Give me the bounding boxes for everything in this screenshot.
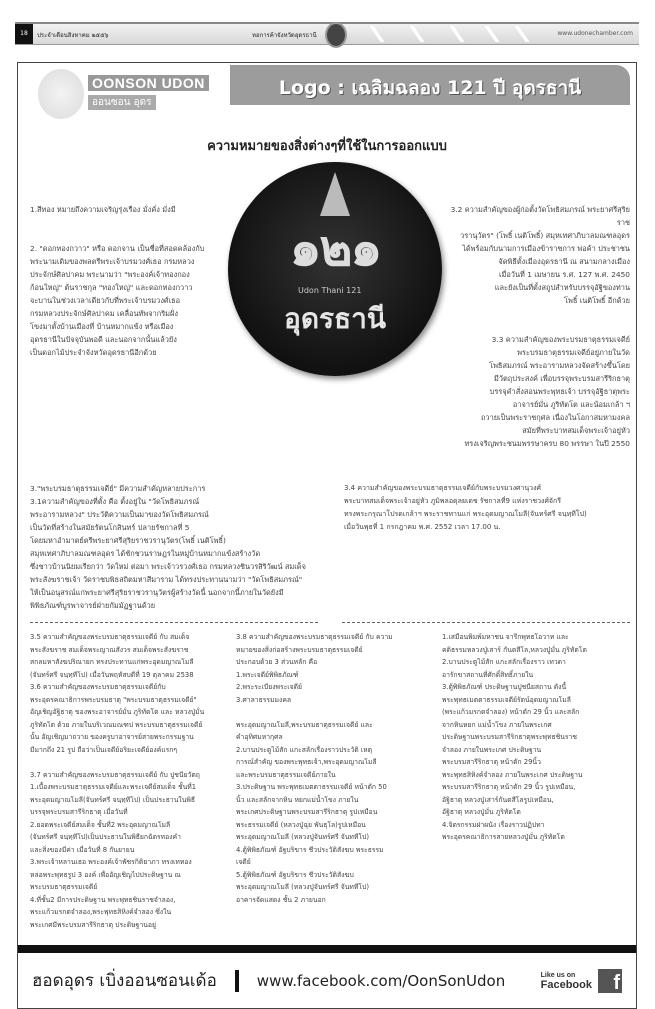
organization-name: หอการค้าจังหวัดอุดรธานี bbox=[252, 32, 317, 39]
right-column bbox=[450, 162, 630, 476]
intro-section bbox=[18, 162, 636, 476]
footer bbox=[18, 953, 636, 994]
details-section bbox=[18, 631, 636, 931]
paragraph-3-3: 3.3 ความสำคัญของพระบรมธาตุธรรมเจดีย์ พระบรมธาตุธรรมเจดีย์อยู่ภายในวัด โพธิสมภรณ์ พระอารามหลวงจัดสร้างขึ้นโดย มีวัตถุประสงค์ เพื่อบรรจุพระบรมสารีริกธาตุ บรรจุคำสั่งสอนพระพุทธเจ้า บรรจุอัฐิธาตุพระ อาจารย์มั่น ภูริทัตโต และน้อมเกล้า ฯ ถวายเป็นพระราชกุศล เนื่องในโอกาสมหามงคล สมัยที่พระบาทสมเด็จพระเจ้าอยู่หัว ทรงเจริญพระชนมพรรษาครบ 80 พรรษา ในปี 2550 bbox=[464, 335, 630, 448]
section-heading: ความหมายของสิ่งต่างๆที่ใช้ในการออกแบบ bbox=[207, 139, 447, 154]
decorative-stripe bbox=[484, 26, 513, 42]
udon-121-logo bbox=[228, 162, 442, 376]
paragraph: 2. "ดอกทองกวาว" หรือ ดอกจาน เป็นชื่อที่สอดคล้องกับ พระนามเดิมของพลตรีพระเจ้าบรมวงศ์เธอ กรมหลวง ประจักษ์ศิลปาคม พระนามว่า "พระองค์เจ้าทองกอง ก้อนใหญ่" ต้นราชกุล "ทองใหญ่" และดอกทองกวาว จะบานในช่วงเวลาเดียวกับที่พระเจ้าบรมวงศ์เธอ กรมหลวงประจักษ์ศิลปาคม เคลื่อนทัพจากริมฝั่ง โขงมาตั้งบ้านเมืองที่ บ้านหมากแข้ง หรือเมือง อุดรธานีในปัจจุบันพอดี และนอกจากนั้นแล้วยัง เป็นดอกไม้ประจำจังหวัดอุดรธานีอีกด้วย bbox=[30, 244, 205, 357]
facebook-icon[interactable]: f bbox=[598, 969, 622, 993]
title-banner bbox=[230, 65, 630, 105]
paragraph: 1.สีทอง หมายถึงความเจริญรุ่งเรือง มั่งคั่ง มั่งมี bbox=[30, 205, 176, 214]
column-2: 3.8 ความสำคัญของพระบรมธาตุธรรมเจดีย์ กับ ความ หมายของสิ่งก่อสร้างพระบรมธาตุธรรมเจดีย์ ประกอบด้วย 3 ส่วนหลัก คือ 1.พระเจดีย์พิพิธภัณฑ์ 2.พระระเบียงพระเจดีย์ 3.ศาลาธรรมมงคล พระอุดมญาณโมลี,พระบรมธาตุธรรมเจดีย์ และ คำอุทิศมหากุศล 2.บานประตูไม้สัก แกะสลักเรื่องราวประวัติ เหตุ การณ์สำคัญ ของพระพุทธเจ้า,พระอุดมญาณโมลี และพระบรมธาตุธรรมเจดีย์ภายใน 3.ประดิษฐาน พระพุทธเมตตาธรรมเจดีย์ หน้าตัก 50 นิ้ว และสลักจากหิน หยกแม่น้ำโขง ภายใน พระเกศประดิษฐานพระบรมสารีริกธาตุ รูปเหมือน พระธรรมเจดีย์ (หลวงปู่ฉุย พันธุโล)รูปเหมือน พระอุดมญาณโมลี (หลวงปู่จันทร์ศรี จันททีโป) 4.ตู้พิพิธภัณฑ์ อัฐบริขาร ชีวประวัติสังฆบ พระธรรม เจดีย์ 5.ตู้พิพิธภัณฑ์ อัฐบริขาร ชีวประวัติสังฆบ พระอุดมญาณโมลี (หลวงปู่จันทร์ศรี จันททีโป) อาคารจัดแสดง ชั้น 2 ภายนอก bbox=[236, 633, 393, 904]
item3-paragraph: 3."พระบรมธาตุธรรมเจดีย์" มีความสำคัญหลายประการ 3.1ความสำคัญของที่ตั้ง คือ ตั้งอยู่ใน "วัดโพธิสมภรณ์ พระอารามหลวง" ประวัติความเป็นมาของวัดโพธิสมภรณ์ เป็นวัดที่สร้างในสมัยรัตนโกสินทร์ ปลายรัชกาลที่ 5 โดยมหาอำมาตย์ตรีพระยาศรีสุริยราชวรานุวัตร(โพธิ์ เนติโพธิ์) สมุหเทศาภิบาลมณฑลอุดร ได้ชักชวนราษฎรในหมู่บ้านหมากแข้งสร้างวัด ซึ่งชาวบ้านนิยมเรียกว่า วัดใหม่ ต่อมา พระเจ้าวรวงศ์เธอ กรมหลวงชินวรสิริวัฒน์ สมเด็จ พระสังฆราชเจ้า วัดราชบพิธสถิตมหาสีมาราม ได้ทรงประทานนามว่า "วัดโพธิสมภรณ์" ให้เป็นอนุสรณ์แก่พระยาศรีสุริยราชวรานุวัตรผู้สร้างวัดนี้ นอกจากนี้ภายในวัดยังมี พิพิธภัณฑ์บูรพาจารย์ฝ่ายกัมมัฏฐานด้วย bbox=[30, 484, 306, 610]
logo-number: ๑๒๑ bbox=[289, 218, 381, 277]
oonson-udon-logo bbox=[28, 67, 228, 113]
left-column bbox=[30, 162, 220, 385]
decorative-stripe bbox=[449, 26, 478, 42]
chamber-emblem-icon bbox=[325, 22, 347, 48]
chedi-spire-graphic bbox=[320, 172, 350, 216]
divider bbox=[30, 622, 318, 623]
logo-subtitle: Udon Thani 121 bbox=[298, 286, 362, 295]
decorative-stripe bbox=[514, 26, 543, 42]
facebook-text: Facebook bbox=[540, 978, 592, 991]
brand-name-th: ออนซอน อุดร bbox=[88, 95, 156, 110]
column-3: 1.เสมือนพิมพ์มหาชน จารึกพุทธโอวาท และ คติธรรมหลวงปู่เสาร์ กันตสีโล,หลวงปู่มั่น ภูริทัตโต 2.บานประตูไม้สัก แกะสลักเรื่องราว เทวดา อารักขาสถานที่ศักดิ์สิทธิ์ภายใน 3.ตู้พิพิธภัณฑ์ ประดิษฐานปูชนียสถาน ดังนี้ พระพุทธเมตตาธรรมเจดีย์รัตน์อุดมญาณโมลี (พระแก้วมรกตจำลอง) หน้าตัก 29 นิ้ว และสลัก จากหินหยก แม่น้ำโขง ภายในพระเกศ ประดิษฐานพระบรมสารีริกธาตุพระพุทธชินราช จำลอง ภายในพระเกศ ประดิษฐาน พระบรมสารีริกธาตุ หน้าตัก 29นิ้ว พระพุทธสิหิงค์จำลอง ภายในพระเกศ ประดิษฐาน พระบรมสารีริกธาตุ หน้าตัก 29 นิ้ว รูปเหมือน, อัฐิธาตุ หลวงปู่เสาร์กันตสีโลรูปเหมือน, อัฐิธาตุ หลวงปู่มั่น ภูริทัตโต 4.จิตรกรรมฝาผนัง เรื่องราวปฏิปทา พระอุดรคณาธิการสายหลวงปู่มั่น ภูริทัตโต bbox=[442, 633, 587, 841]
article-title: Logo : เฉลิมฉลอง 121 ปี อุดรธานี bbox=[278, 77, 582, 99]
footer-slogan: ฮอดอุดร เบิ่งออนซอนเด้อ bbox=[32, 971, 217, 991]
footer-separator bbox=[235, 970, 239, 992]
article-frame bbox=[17, 62, 637, 1009]
column-1: 3.5 ความสำคัญของพระบรมธาตุธรรมเจดีย์ กับ สมเด็จ พระสังฆราช สมเด็จพระญาณสังวร สมเด็จพระสังฆราช สกลมหาสังฆปริณายก ทรงประทานแก่พระอุดมญาณโมลี (จันทร์ศรี จนฺทฺทีโป) เมื่อวันพฤหัสบดีที่ 19 ตุลาคม 2538 3.6 ความสำคัญของพระบรมธาตุธรรมเจดีย์กับ พระอุดรคณาธิการพระบรมธาตุ "พระบรมธาตุธรรมเจดีย์" อัญเชิญอัฐิธาตุ ของพระอาจารย์มั่น ภูริทัตโต และ หลวงปู่มั่น ภูริทัตโต ด้วย ภายในบริเวณมณฑป พระบรมธาตุธรรมเจดีย์ นั้น อัญเชิญมาถวาย ของครูบาอาจารย์สายพระกรรมฐาน มีมากถึง 21 รูป ถือว่าเป็นเจดีย์อริยะเจดีย์องค์แรกๆ 3.7 ความสำคัญของพระบรมธาตุธรรมเจดีย์ กับ ปูชนียวัตถุ 1.เบื้องพระบรมธาตุธรรมเจดีย์และพระเจดีย์สมเด็จ ชั้นที่1 พระอุดมญาณโมลี(จันทร์ศรี จนฺทฺทีโป) เป็นประธานในพิธี บรรจุพระบรมสารีริกธาตุ เมื่อวันที่ 2.ยอดพระเจดีย์สมเด็จ ชั้นที่2 พระอุดมญาณโมลี (จันทร์ศรี จนฺทฺทีโป)เป็นประธานในพิธียกฉัตรทองคำ และสิ่งของมีค่า เมื่อวันที่ 8 กันยายน 3.พระเจ้าหลานเธอ พระองค์เจ้าพัชรกิติยาภา ทรงเททอง หล่อพระพุทธรูป 3 องค์ เพื่ออัญเชิญไปประดิษฐาน ณ พระบรมธาตุธรรมเจดีย์ 4.ที่ชั้น2 มีการประดิษฐาน พระพุทธชินราชจำลอง, พระแก้วมรกตจำลอง,พระพุทธสิหิงค์จำลอง ซึ่งใน พระเกศมีพระบรมสารีริกธาตุ ประดิษฐานอยู่ bbox=[30, 633, 205, 929]
history-section bbox=[18, 476, 636, 612]
paragraph-3-2: 3.2 ความสำคัญของผู้ก่อตั้งวัดโพธิสมภรณ์ พระยาศรีสุริยราช วรานุวัตร" (โพธิ์ เนติโพธิ์) สมุหเทศาภิบาลมณฑลอุดร ได้พร้อมกับนามการเมืองข้าราชการ พ่อค้า ประชาชน จัดพิธีตั้งเมืองอุดรธานี ณ สนามกลางเมือง เมื่อวันที่ 1 เมษายน ร.ศ. 127 พ.ศ. 2450 และยังเป็นที่ตั้งสถูปสำหรับบรรจุอัฐิของท่าน โพธิ์ เนติโพธิ์ อีกด้วย bbox=[450, 205, 630, 305]
like-us-facebook[interactable] bbox=[541, 971, 592, 991]
decorative-stripe bbox=[369, 26, 398, 42]
logo-thai-name: อุดรธานี bbox=[284, 302, 386, 335]
rose-graphic bbox=[38, 69, 84, 119]
facebook-url[interactable]: www.facebook.com/OonSonUdon bbox=[256, 971, 506, 990]
decorative-stripe bbox=[409, 26, 438, 42]
like-us-text: Like us on bbox=[540, 971, 576, 979]
divider-row bbox=[18, 612, 636, 631]
brand-name-en: OONSON UDON bbox=[88, 75, 209, 91]
divider bbox=[342, 622, 630, 623]
website-link[interactable]: www.udonechamber.com bbox=[557, 30, 633, 37]
issue-date: ประจำเดือนสิงหาคม ๒๕๕๖ bbox=[37, 32, 109, 39]
paragraph-3-4: 3.4 ความสำคัญของพระบรมธาตุธรรมเจดีย์กับพระบรมวงศานุวงศ์ พระบาทสมเด็จพระเจ้าอยู่หัว ภูมิพลอดุลยเดช รัชกาลที่9 แห่งราชวงศ์จักรี ทรงพระกรุณาโปรดเกล้าฯ พระราชทานแก่ พระอุดมญาณโมลี(จันทร์ศรี จนฺทฺทีโป) เมื่อวันพุธที่ 1 กรกฎาคม พ.ศ. 2552 เวลา 17.00 น. bbox=[344, 484, 587, 531]
article-banner bbox=[18, 63, 636, 109]
page-number: 18 bbox=[15, 24, 33, 44]
footer-bar bbox=[18, 945, 636, 953]
page-header-bar bbox=[15, 22, 639, 45]
